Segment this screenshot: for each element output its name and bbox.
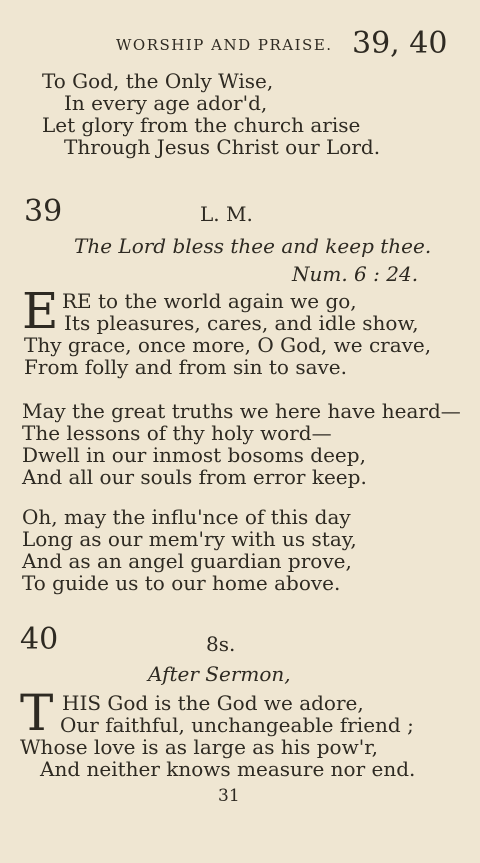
verse-line: Dwell in our inmost bosoms deep, xyxy=(22,443,366,467)
verse-line: Thy grace, once more, O God, we crave, xyxy=(24,333,432,357)
drop-cap-letter: T xyxy=(20,684,54,742)
verse-line: Whose love is as large as his pow'r, xyxy=(20,735,378,759)
verse-line: Our faithful, unchangeable friend ; xyxy=(60,713,414,737)
hymn-meter: L. M. xyxy=(200,202,253,226)
verse-line: To God, the Only Wise, xyxy=(42,69,274,93)
verse-line: Long as our mem'ry with us stay, xyxy=(22,527,357,551)
verse-line: Let glory from the church arise xyxy=(42,113,361,137)
hymn-meter: 8s. xyxy=(206,632,236,656)
verse-line: Its pleasures, cares, and idle show, xyxy=(64,311,419,335)
verse-line: And as an angel guardian prove, xyxy=(22,549,352,573)
scripture-reference: Num. 6 : 24. xyxy=(292,262,419,286)
drop-cap-letter: E xyxy=(22,282,59,340)
hymn-number: 40 xyxy=(20,622,59,657)
verse-line: HIS God is the God we adore, xyxy=(62,691,364,715)
hymn-number: 39 xyxy=(24,194,63,229)
verse-line: Oh, may the influ'nce of this day xyxy=(22,505,351,529)
verse-line: And neither knows measure nor end. xyxy=(40,757,416,781)
running-header-title: WORSHIP AND PRAISE. xyxy=(116,36,333,54)
verse-line: From folly and from sin to save. xyxy=(24,355,347,379)
hymn-title: The Lord bless thee and keep thee. xyxy=(74,234,432,258)
verse-line: And all our souls from error keep. xyxy=(22,465,367,489)
verse-line: RE to the world again we go, xyxy=(62,289,357,313)
verse-line: The lessons of thy holy word— xyxy=(22,421,332,445)
hymn-title: After Sermon, xyxy=(148,662,291,686)
verse-line: In every age ador'd, xyxy=(64,91,268,115)
verse-line: To guide us to our home above. xyxy=(22,571,341,595)
verse-line: Through Jesus Christ our Lord. xyxy=(64,135,381,159)
verse-line: May the great truths we here have heard— xyxy=(22,399,461,423)
running-header-hymn-numbers: 39, 40 xyxy=(352,26,448,61)
page-number: 31 xyxy=(218,786,240,806)
